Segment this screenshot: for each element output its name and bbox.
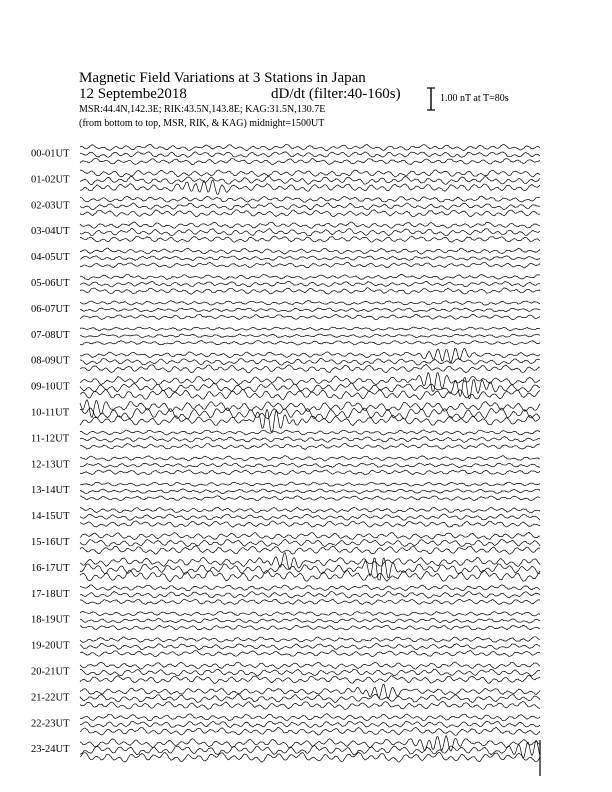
trace-line-msr [80,443,540,449]
hour-label: 13-14UT [31,485,70,497]
trace-line-kag [80,637,540,643]
trace-line-kag [80,274,540,279]
hour-label: 02-03UT [31,200,70,212]
trace-line-rik [80,643,540,649]
trace-line-kag [80,196,540,202]
trace-line-kag [80,662,540,669]
trace-line-msr [80,676,540,684]
trace-line-msr [80,341,540,346]
hour-label: 08-09UT [31,355,70,367]
trace-line-msr [80,314,540,319]
trace-line-kag [80,373,540,392]
trace-line-msr [80,210,540,217]
trace-line-kag [80,300,540,305]
hour-label: 10-11UT [31,407,70,419]
trace-line-kag [80,327,540,331]
hour-label: 21-22UT [31,692,70,704]
trace-line-kag [80,736,540,751]
hour-label: 18-19UT [31,614,70,626]
hour-label: 11-12UT [31,433,70,445]
trace-line-kag [80,553,540,570]
hour-label: 20-21UT [31,666,70,678]
station-coordinates: MSR:44.4N,142.3E; RIK:43.5N,143.8E; KAG:31.5N,130.7E [79,104,326,115]
chart-date: 12 Septembe2018 [79,86,187,102]
trace-line-rik [80,308,540,312]
trace-line-rik [80,694,540,702]
trace-line-rik [80,489,540,494]
trace-line-msr [80,570,540,582]
trace-line-kag [80,248,540,254]
hour-label: 22-23UT [31,718,70,730]
trace-line-rik [80,256,540,261]
trace-line-msr [80,364,540,373]
trace-line-rik [80,152,540,158]
hour-label: 07-08UT [31,329,70,341]
trace-line-msr [80,727,540,735]
trace-line-msr [80,236,540,242]
trace-line-rik [80,669,540,676]
trace-line-rik [80,228,540,235]
trace-line-kag [80,170,540,177]
trace-line-msr [80,470,540,475]
hour-label: 17-18UT [31,588,70,600]
hour-label: 01-02UT [31,174,70,186]
trace-line-msr [80,599,540,604]
trace-order-note: (from bottom to top, MSR, RIK, & KAG) midnight=1500UT [79,118,325,129]
trace-line-rik [80,359,540,365]
trace-line-kag [80,684,540,698]
trace-line-rik [80,463,540,468]
trace-line-kag [80,222,540,228]
trace-line-kag [80,144,540,150]
trace-line-kag [80,456,540,461]
trace-line-rik [80,591,540,598]
scale-bar-label: 1.00 nT at T=80s [440,93,509,104]
trace-line-msr [80,521,540,527]
chart-title: Magnetic Field Variations at 3 Stations in Japan [79,70,366,86]
trace-line-rik [80,437,540,443]
trace-line-kag [80,585,540,591]
trace-line-kag [80,430,540,435]
trace-line-rik [80,618,540,623]
trace-line-rik [80,203,540,210]
trace-line-msr [80,262,540,268]
hour-label: 16-17UT [31,562,70,574]
hour-label: 00-01UT [31,148,70,160]
trace-line-kag [80,714,540,721]
trace-line-msr [80,496,540,501]
hour-label: 19-20UT [31,640,70,652]
trace-line-msr [80,546,540,555]
trace-line-kag [80,611,540,616]
trace-line-msr [80,625,540,630]
trace-line-msr [80,180,540,195]
trace-line-msr [80,701,540,709]
hour-label: 06-07UT [31,303,70,315]
filter-label: dD/dt (filter:40-160s) [271,86,401,102]
trace-line-rik [80,514,540,520]
trace-line-rik [80,539,540,546]
hour-label: 23-24UT [31,744,70,756]
trace-line-rik [80,281,540,287]
trace-line-kag [80,482,540,486]
trace-line-msr [80,159,540,165]
trace-line-msr [80,650,540,656]
hour-label: 03-04UT [31,226,70,238]
trace-line-rik [80,176,540,184]
hour-label: 15-16UT [31,537,70,548]
trace-line-kag [80,507,540,513]
trace-line-rik [80,334,540,338]
trace-line-msr [80,752,540,762]
hour-label: 09-10UT [31,381,70,393]
trace-rows [31,144,540,762]
hour-label: 12-13UT [31,459,70,471]
trace-line-msr [80,288,540,295]
trace-line-rik [80,721,540,727]
trace-line-kag [80,532,540,539]
trace-line-kag [80,400,540,418]
hour-label: 14-15UT [31,511,70,523]
hour-label: 04-05UT [31,252,70,264]
hour-label: 05-06UT [31,278,70,289]
